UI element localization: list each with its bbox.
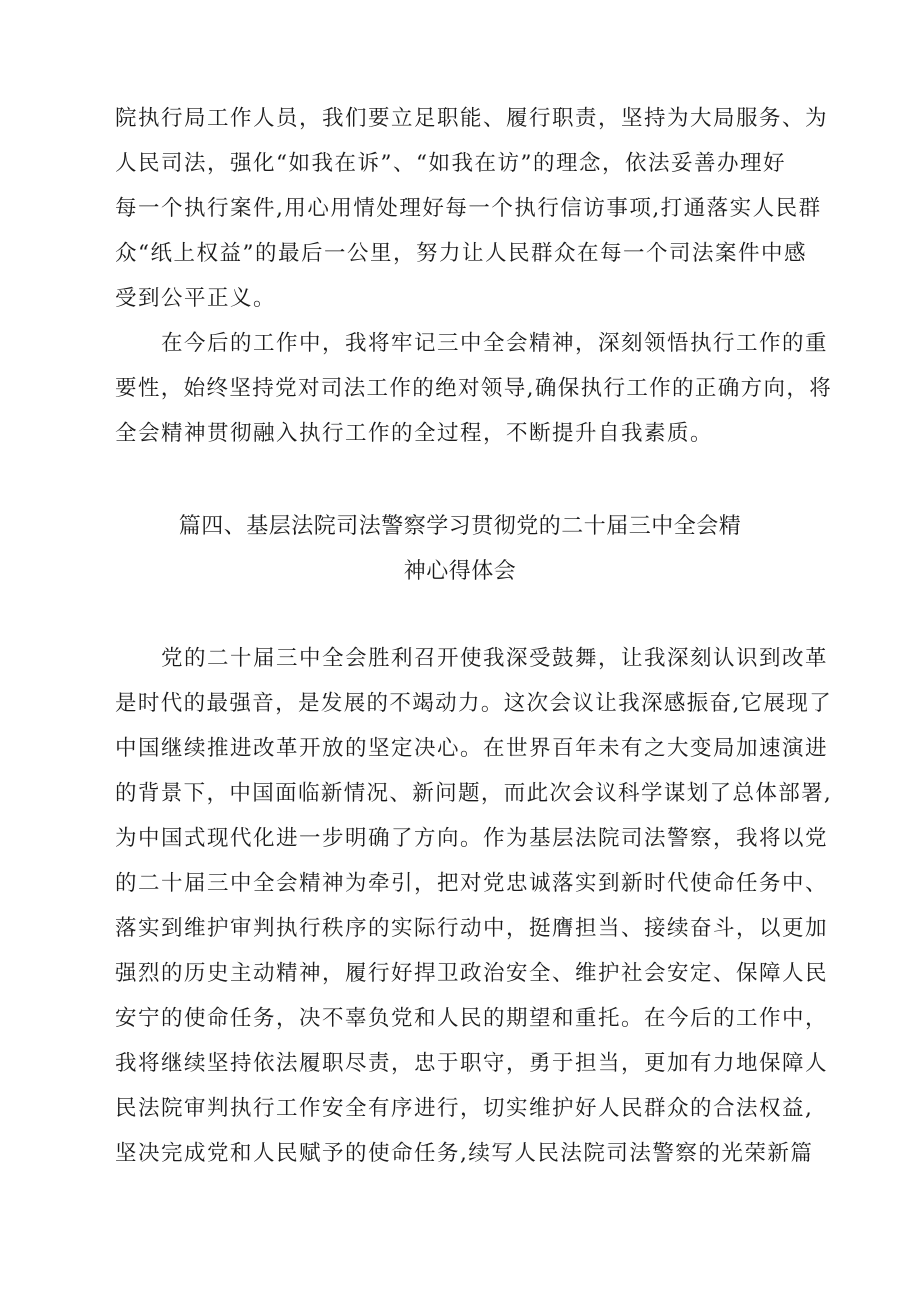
paragraph-2-line-1: 在今后的工作中，我将牢记三中全会精神，深刻领悟执行工作的重 bbox=[161, 331, 829, 356]
paragraph-3-line-10: 我将继续坚持依法履职尽责，忠于职守，勇于担当，更加有力地保障人 bbox=[115, 1051, 829, 1076]
paragraph-3-line-8: 强烈的历史主动精神，履行好捍卫政治安全、维护社会安定、保障人民 bbox=[115, 961, 829, 986]
section-title-line-1: 篇四、基层法院司法警察学习贯彻党的二十届三中全会精 bbox=[178, 514, 742, 539]
section-title-line-2: 神心得体会 bbox=[403, 559, 517, 584]
paragraph-3-line-7: 落实到维护审判执行秩序的实际行动中，挺膺担当、接续奋斗，以更加 bbox=[115, 916, 829, 941]
paragraph-2-line-2: 要性，始终坚持党对司法工作的绝对领导,确保执行工作的正确方向，将 bbox=[115, 376, 833, 401]
paragraph-1-line-1: 院执行局工作人员，我们要立足职能、履行职责，坚持为大局服务、为 bbox=[115, 106, 829, 131]
paragraph-1-line-3: 每一个执行案件,用心用情处理好每一个执行信访事项,打通落实人民群 bbox=[115, 196, 822, 221]
paragraph-1-line-5: 受到公平正义。 bbox=[115, 286, 277, 311]
paragraph-3-line-12: 坚决完成党和人民赋予的使命任务,续写人民法院司法警察的光荣新篇 bbox=[115, 1141, 814, 1166]
paragraph-3-line-1: 党的二十届三中全会胜利召开使我深受鼓舞，让我深刻认识到改革 bbox=[161, 646, 829, 671]
paragraph-2-line-3: 全会精神贯彻融入执行工作的全过程，不断提升自我素质。 bbox=[115, 421, 714, 446]
paragraph-3-line-4: 的背景下，中国面临新情况、新问题，而此次会议科学谋划了总体部署, bbox=[115, 781, 833, 806]
paragraph-3-line-2: 是时代的最强音，是发展的不竭动力。这次会议让我深感振奋,它展现了 bbox=[115, 691, 833, 716]
paragraph-3-line-9: 安宁的使命任务，决不辜负党和人民的期望和重托。在今后的工作中， bbox=[115, 1006, 829, 1031]
paragraph-3-line-6: 的二十届三中全会精神为牵引，把对党忠诚落实到新时代使命任务中、 bbox=[115, 871, 829, 896]
paragraph-1-line-2: 人民司法，强化“如我在诉”、“如我在访”的理念，依法妥善办理好 bbox=[115, 151, 786, 176]
paragraph-1-line-4: 众“纸上权益”的最后一公里，努力让人民群众在每一个司法案件中感 bbox=[115, 241, 807, 266]
paragraph-3-line-5: 为中国式现代化进一步明确了方向。作为基层法院司法警察，我将以党 bbox=[115, 826, 829, 851]
paragraph-3-line-3: 中国继续推进改革开放的坚定决心。在世界百年未有之大变局加速演进 bbox=[115, 736, 829, 761]
paragraph-3-line-11: 民法院审判执行工作安全有序进行，切实维护好人民群众的合法权益, bbox=[115, 1096, 814, 1121]
